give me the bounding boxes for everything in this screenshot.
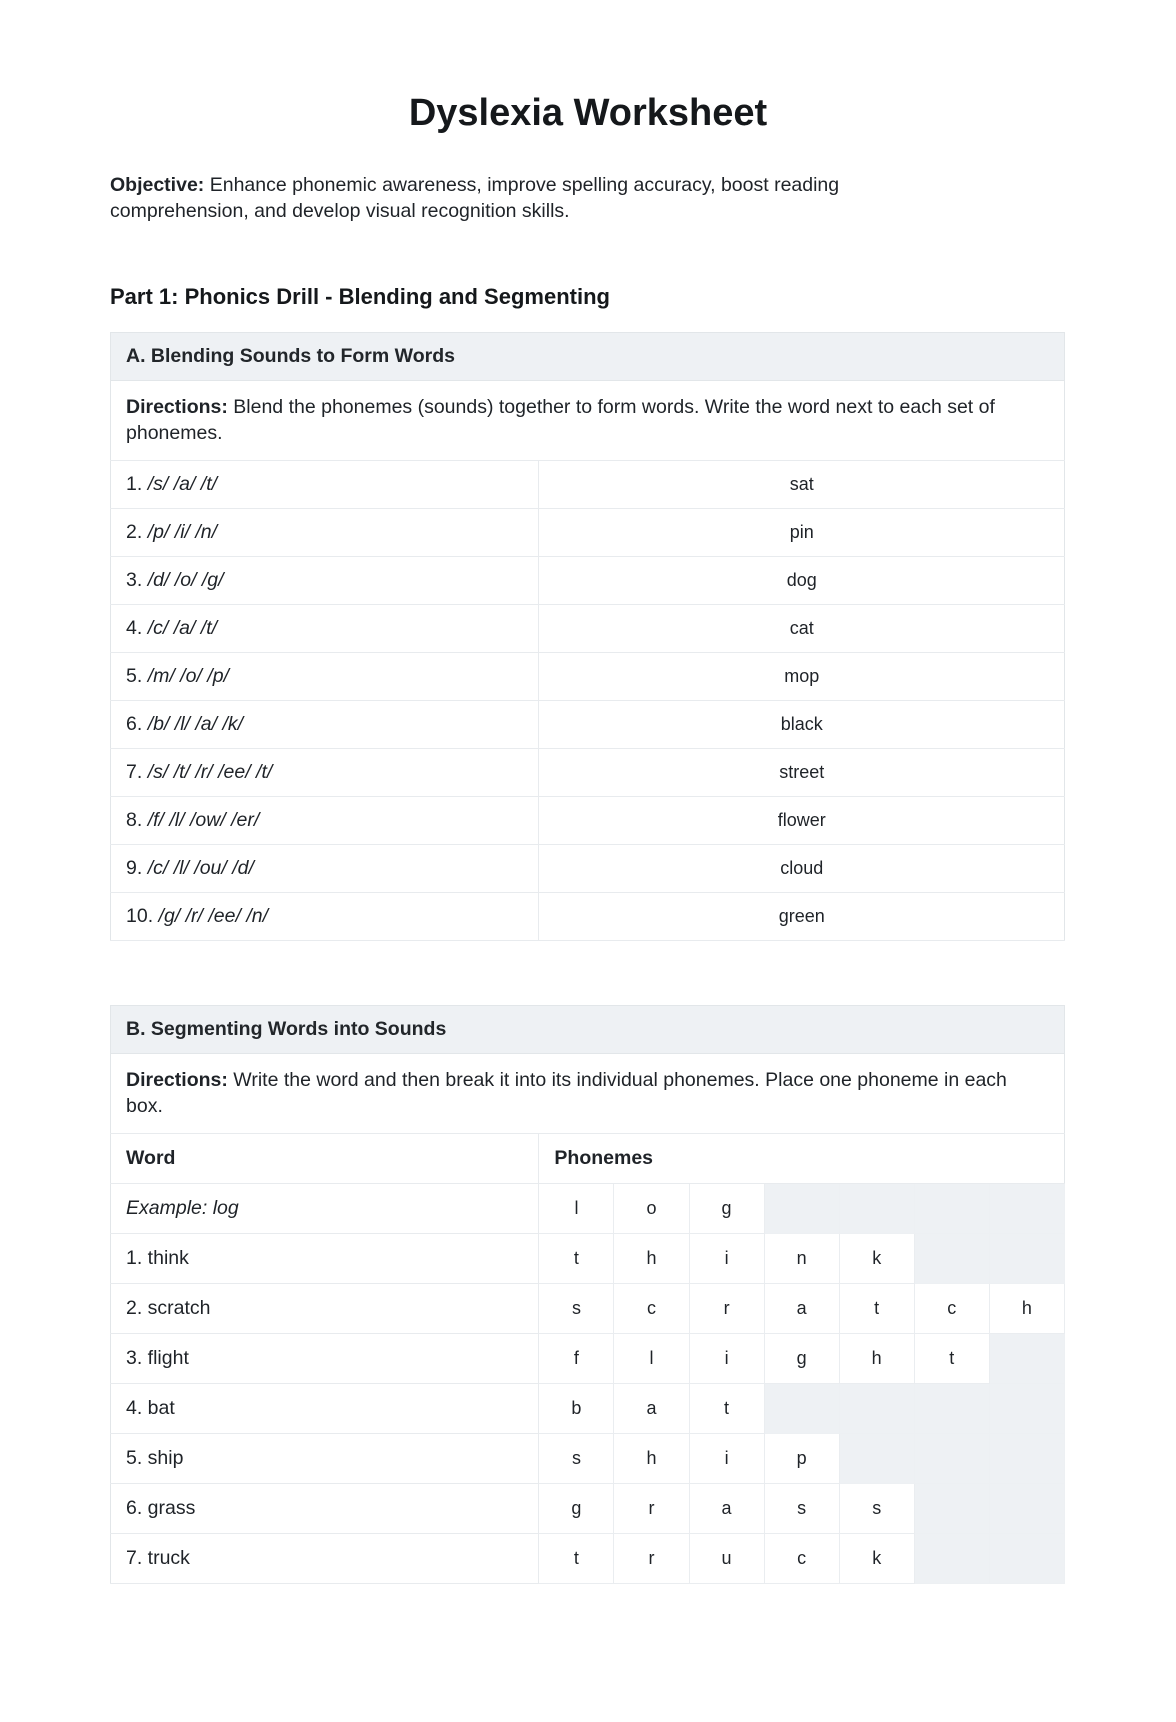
phoneme-box (989, 1384, 1064, 1434)
table-row (111, 1384, 1065, 1434)
table-row (111, 845, 1065, 893)
section-a-directions (111, 381, 1065, 461)
phoneme-box: p (764, 1434, 839, 1484)
worksheet-page (0, 92, 1176, 1722)
phoneme-box (989, 1434, 1064, 1484)
section-a-title: A. Blending Sounds to Form Words (111, 333, 1065, 381)
phoneme-box (839, 1434, 914, 1484)
table-row (111, 1434, 1065, 1484)
section-b-title: B. Segmenting Words into Sounds (111, 1006, 1065, 1054)
phoneme-set: /c/ /a/ /t/ (147, 617, 218, 639)
phoneme-box: n (764, 1234, 839, 1284)
section-b-header-row (111, 1006, 1065, 1054)
phoneme-box: a (764, 1284, 839, 1334)
phoneme-box: s (839, 1484, 914, 1534)
answer-cell: black (780, 714, 823, 734)
phoneme-set: /b/ /l/ /a/ /k/ (147, 713, 244, 735)
phoneme-box: b (539, 1384, 614, 1434)
phoneme-set-cell (111, 557, 539, 605)
phoneme-box: h (989, 1284, 1064, 1334)
item-number: 6. (126, 713, 143, 735)
table-row (111, 605, 1065, 653)
phoneme-box: r (614, 1484, 689, 1534)
phoneme-box: k (839, 1234, 914, 1284)
phoneme-box: g (689, 1184, 764, 1234)
word-cell: 5. ship (111, 1434, 539, 1484)
phoneme-set-cell (111, 605, 539, 653)
blending-table (110, 332, 1065, 941)
section-a-directions-row (111, 381, 1065, 461)
phoneme-set: /p/ /i/ /n/ (147, 521, 218, 543)
answer-cell: pin (789, 522, 814, 542)
phoneme-set-cell (111, 797, 539, 845)
phoneme-box: r (689, 1284, 764, 1334)
table-row (111, 701, 1065, 749)
answer-cell: cloud (780, 858, 824, 878)
phoneme-box (914, 1234, 989, 1284)
phoneme-box: k (839, 1534, 914, 1584)
phoneme-set: /s/ /a/ /t/ (147, 473, 218, 495)
phoneme-set: /d/ /o/ /g/ (147, 569, 224, 591)
phoneme-box: f (539, 1334, 614, 1384)
page-title: Dyslexia Worksheet (408, 92, 768, 134)
item-number: 3. (126, 569, 143, 591)
phoneme-box: t (914, 1334, 989, 1384)
example-row (111, 1184, 1065, 1234)
phoneme-box: t (539, 1234, 614, 1284)
phoneme-box: s (539, 1284, 614, 1334)
phoneme-set: /s/ /t/ /r/ /ee/ /t/ (147, 761, 273, 783)
item-number: 5. (126, 665, 143, 687)
objective-paragraph (110, 172, 968, 224)
directions-text: Blend the phonemes (sounds) together to form words. Write the word next to each set of phonemes. (126, 396, 995, 444)
table-row (111, 557, 1065, 605)
phoneme-box: h (614, 1234, 689, 1284)
phoneme-set-cell (111, 653, 539, 701)
phoneme-box (989, 1534, 1064, 1584)
phoneme-set-cell (111, 701, 539, 749)
column-header-row (111, 1134, 1065, 1184)
phoneme-box (839, 1384, 914, 1434)
phoneme-box: t (539, 1534, 614, 1584)
item-number: 4. (126, 617, 143, 639)
phoneme-set: /g/ /r/ /ee/ /n/ (158, 905, 268, 927)
phoneme-box (989, 1334, 1064, 1384)
directions-label: Directions: (126, 396, 228, 418)
word-cell: Example: log (111, 1184, 539, 1234)
phoneme-box: i (689, 1234, 764, 1284)
phoneme-box: g (539, 1484, 614, 1534)
table-row (111, 893, 1065, 941)
phoneme-box (764, 1384, 839, 1434)
phoneme-set: /c/ /l/ /ou/ /d/ (147, 857, 254, 879)
phoneme-box (914, 1384, 989, 1434)
part-1-heading: Part 1: Phonics Drill - Blending and Segmenting (110, 284, 610, 309)
phoneme-box: r (614, 1534, 689, 1584)
phoneme-box (989, 1234, 1064, 1284)
phoneme-box (914, 1484, 989, 1534)
word-cell: 1. think (111, 1234, 539, 1284)
directions-text: Write the word and then break it into its individual phonemes. Place one phoneme in each box. (126, 1069, 1007, 1117)
page-content (0, 92, 1176, 1584)
phoneme-box: g (764, 1334, 839, 1384)
word-column-header: Word (111, 1134, 539, 1184)
phoneme-box: c (914, 1284, 989, 1334)
phoneme-box (914, 1434, 989, 1484)
word-cell: 6. grass (111, 1484, 539, 1534)
phoneme-box (989, 1484, 1064, 1534)
directions-label: Directions: (126, 1069, 228, 1091)
phoneme-box: l (614, 1334, 689, 1384)
item-number: 7. (126, 761, 143, 783)
item-number: 9. (126, 857, 143, 879)
answer-cell: sat (789, 474, 814, 494)
word-cell: 7. truck (111, 1534, 539, 1584)
phoneme-box: h (614, 1434, 689, 1484)
phoneme-box: c (614, 1284, 689, 1334)
phoneme-box (914, 1184, 989, 1234)
phoneme-box: c (764, 1534, 839, 1584)
word-cell: 2. scratch (111, 1284, 539, 1334)
phoneme-set-cell (111, 893, 539, 941)
answer-cell: street (779, 762, 825, 782)
phoneme-box: u (689, 1534, 764, 1584)
phoneme-box: t (839, 1284, 914, 1334)
table-row (111, 461, 1065, 509)
table-row (111, 797, 1065, 845)
phoneme-box: o (614, 1184, 689, 1234)
phoneme-box: t (689, 1384, 764, 1434)
answer-cell: mop (784, 666, 820, 686)
phoneme-box (764, 1184, 839, 1234)
objective-text: Enhance phonemic awareness, improve spelling accuracy, boost reading comprehension, and develop visual recognition skills. (110, 174, 840, 222)
item-number: 2. (126, 521, 143, 543)
table-row (111, 1334, 1065, 1384)
table-row (111, 1284, 1065, 1334)
phoneme-set-cell (111, 749, 539, 797)
segmenting-table (110, 1005, 1065, 1584)
phoneme-box: i (689, 1434, 764, 1484)
phoneme-box: i (689, 1334, 764, 1384)
word-cell: 3. flight (111, 1334, 539, 1384)
table-row (111, 1234, 1065, 1284)
phoneme-box: l (539, 1184, 614, 1234)
answer-cell: flower (777, 810, 826, 830)
answer-cell: cat (789, 618, 814, 638)
section-b-directions (111, 1054, 1065, 1134)
phoneme-box (839, 1184, 914, 1234)
phoneme-box: s (764, 1484, 839, 1534)
phoneme-set: /m/ /o/ /p/ (147, 665, 229, 687)
item-number: 8. (126, 809, 143, 831)
table-row (111, 509, 1065, 557)
word-cell: 4. bat (111, 1384, 539, 1434)
item-number: 10. (126, 905, 154, 927)
objective-label: Objective: (110, 174, 205, 196)
phoneme-set-cell (111, 509, 539, 557)
phoneme-box: a (614, 1384, 689, 1434)
answer-cell: dog (786, 570, 817, 590)
answer-cell: green (778, 906, 825, 926)
section-a-header-row (111, 333, 1065, 381)
table-row (111, 1484, 1065, 1534)
table-row (111, 749, 1065, 797)
item-number: 1. (126, 473, 143, 495)
table-row (111, 1534, 1065, 1584)
phoneme-set-cell (111, 845, 539, 893)
phoneme-box: a (689, 1484, 764, 1534)
phoneme-set: /f/ /l/ /ow/ /er/ (147, 809, 260, 831)
phoneme-box (989, 1184, 1064, 1234)
phoneme-box (914, 1534, 989, 1584)
phoneme-set-cell (111, 461, 539, 509)
phoneme-box: h (839, 1334, 914, 1384)
phoneme-box: s (539, 1434, 614, 1484)
phonemes-column-header: Phonemes (539, 1134, 1065, 1184)
table-row (111, 653, 1065, 701)
section-b-directions-row (111, 1054, 1065, 1134)
